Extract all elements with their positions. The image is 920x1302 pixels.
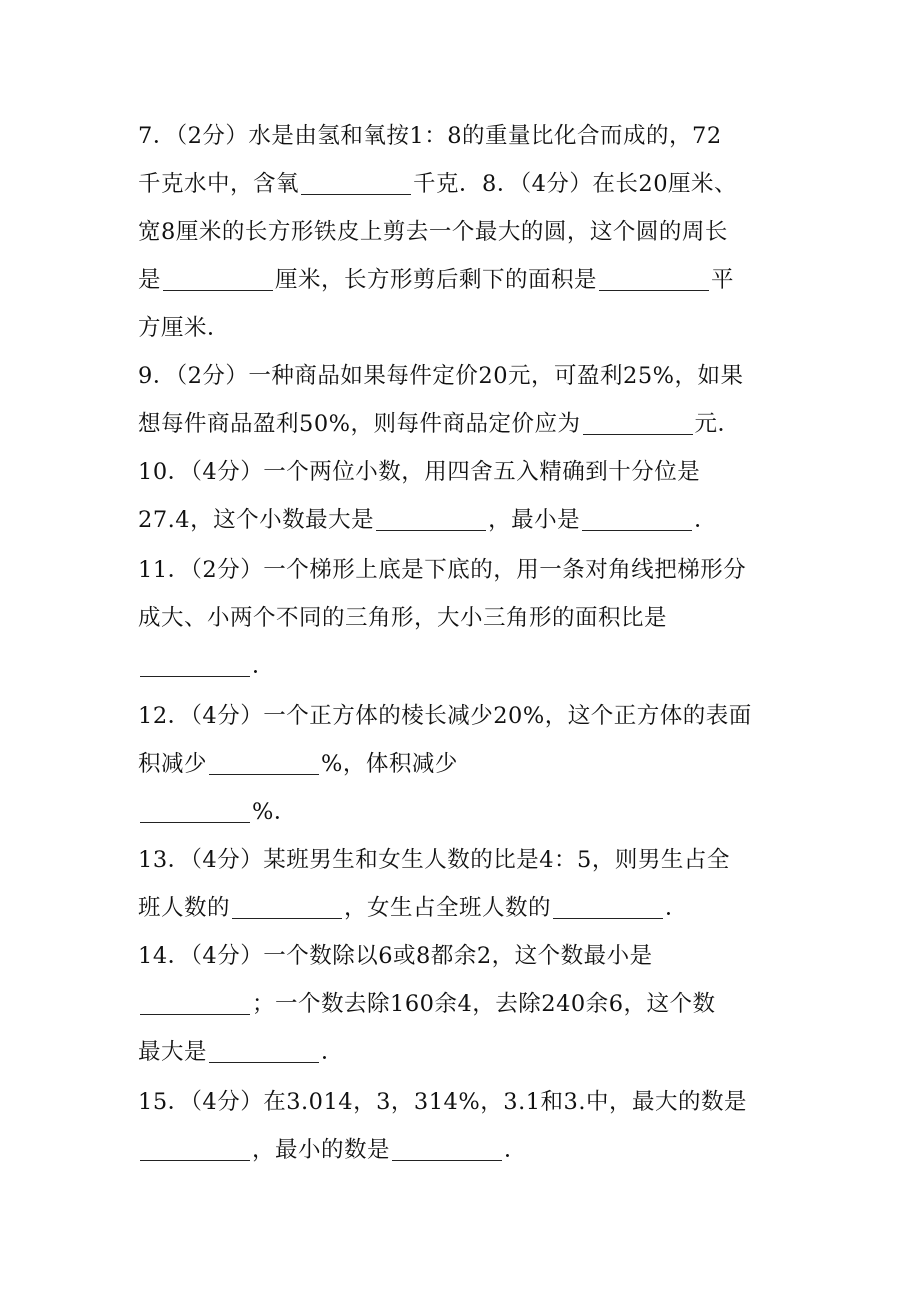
answer-blank bbox=[583, 433, 693, 435]
text-line bbox=[138, 214, 798, 250]
line-text: ． bbox=[694, 507, 718, 533]
text-line bbox=[138, 600, 798, 636]
line-text: ，女生占全班人数的 bbox=[344, 895, 552, 921]
answer-blank bbox=[209, 773, 319, 775]
answer-blank bbox=[140, 675, 250, 677]
answer-blank bbox=[553, 917, 663, 919]
answer-blank bbox=[232, 917, 342, 919]
line-text: ，最小的数是 bbox=[252, 1137, 391, 1163]
line-text: 厘米，长方形剪后剩下的面积是 bbox=[275, 267, 598, 293]
answer-blank bbox=[140, 821, 250, 823]
line-text: 15．（4分）在3.014，3，314%，3.1和3.中，最大的数是 bbox=[138, 1089, 747, 1115]
answer-blank bbox=[140, 1159, 250, 1161]
line-text: %． bbox=[252, 799, 297, 825]
line-text: 12．（4分）一个正方体的棱长减少20%，这个正方体的表面 bbox=[138, 703, 752, 729]
text-line-q15 bbox=[138, 1084, 798, 1120]
line-text: 宽8厘米的长方形铁皮上剪去一个最大的圆，这个圆的周长 bbox=[138, 219, 728, 245]
text-line bbox=[138, 746, 798, 782]
line-text: 想每件商品盈利50%，则每件商品定价应为 bbox=[138, 411, 581, 437]
text-line bbox=[138, 1132, 798, 1168]
line-text: %，体积减少 bbox=[321, 751, 458, 777]
text-line bbox=[138, 1034, 798, 1070]
line-text: 班人数的 bbox=[138, 895, 231, 921]
answer-blank bbox=[582, 529, 692, 531]
text-line bbox=[138, 890, 798, 926]
line-text: 方厘米． bbox=[138, 315, 231, 341]
line-text: 千克．8．（4分）在长20厘米、 bbox=[413, 171, 738, 197]
answer-blank bbox=[599, 289, 709, 291]
line-text: ． bbox=[504, 1137, 528, 1163]
answer-blank bbox=[209, 1061, 319, 1063]
line-text: 13．（4分）某班男生和女生人数的比是4：5，则男生占全 bbox=[138, 847, 730, 873]
line-text: 元． bbox=[694, 411, 741, 437]
line-text: ；一个数去除160余4，去除240余6，这个数 bbox=[252, 991, 716, 1017]
line-text: ． bbox=[252, 653, 276, 679]
text-line-q14 bbox=[138, 938, 798, 974]
line-text: 最大是 bbox=[138, 1039, 208, 1065]
line-text: 9．（2分）一种商品如果每件定价20元，可盈利25%，如果 bbox=[138, 363, 744, 389]
text-line-q9 bbox=[138, 358, 798, 394]
line-text: 积减少 bbox=[138, 751, 208, 777]
text-line bbox=[138, 310, 798, 346]
line-text: 成大、小两个不同的三角形，大小三角形的面积比是 bbox=[138, 605, 668, 631]
text-line bbox=[138, 794, 798, 830]
text-line-q12 bbox=[138, 698, 798, 734]
text-line bbox=[138, 262, 798, 298]
text-line bbox=[138, 406, 798, 442]
answer-blank bbox=[301, 193, 411, 195]
line-text: ． bbox=[321, 1039, 345, 1065]
line-text: 千克水中，含氧 bbox=[138, 171, 300, 197]
text-line-q13 bbox=[138, 842, 798, 878]
line-text: ． bbox=[665, 895, 689, 921]
line-text: 11．（2分）一个梯形上底是下底的，用一条对角线把梯形分 bbox=[138, 557, 747, 583]
line-text: 7．（2分）水是由氢和氧按1：8的重量比化合而成的，72 bbox=[138, 123, 722, 149]
answer-blank bbox=[392, 1159, 502, 1161]
text-line bbox=[138, 166, 798, 202]
line-text: 10．（4分）一个两位小数，用四舍五入精确到十分位是 bbox=[138, 459, 701, 485]
line-text: 是 bbox=[138, 267, 162, 293]
answer-blank bbox=[376, 529, 486, 531]
text-line-q10 bbox=[138, 454, 798, 490]
text-line bbox=[138, 648, 798, 684]
line-text: 平 bbox=[711, 267, 735, 293]
line-text: 27.4，这个小数最大是 bbox=[138, 507, 375, 533]
text-line bbox=[138, 986, 798, 1022]
line-text: 14．（4分）一个数除以6或8都余2，这个数最小是 bbox=[138, 943, 653, 969]
answer-blank bbox=[163, 289, 273, 291]
text-line-q11 bbox=[138, 552, 798, 588]
text-line-q7 bbox=[138, 118, 798, 154]
line-text: ，最小是 bbox=[488, 507, 581, 533]
answer-blank bbox=[140, 1013, 250, 1015]
text-line bbox=[138, 502, 798, 538]
